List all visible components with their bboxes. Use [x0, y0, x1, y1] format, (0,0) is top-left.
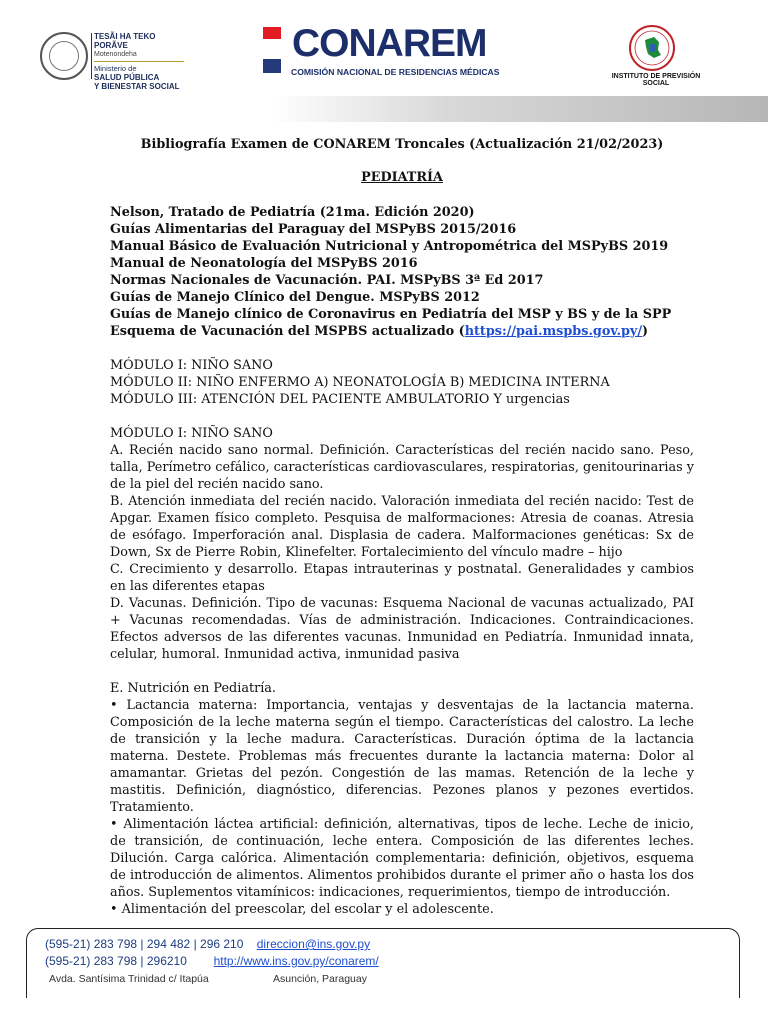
- section-e-item: • Alimentación del preescolar, del escolar y el adolescente.: [110, 902, 494, 917]
- bibliography-item-close: ): [642, 324, 649, 339]
- section-d: D. Vacunas. Definición. Tipo de vacunas: Esquema Nacional de vacunas actualizado, PAI + Vacunas recomendadas. Vías de administración. Indicaciones. Contraindicaciones. Efectos adversos de las diferentes vacunas. Inmunidad en Pediatría. Inmunidad innata, celular, humoral. Inmunidad activa, inmunidad pasiva: [110, 596, 694, 662]
- ministry-line-1: TESÃI HA TEKO: [94, 32, 156, 41]
- bibliography-item: Guías de Manejo clínico de Coronavirus en Pediatría del MSP y BS y de la SPP: [110, 307, 672, 322]
- footer-line-2: [45, 954, 379, 968]
- ministry-line-6: Y BIENESTAR SOCIAL: [94, 82, 180, 91]
- module-1-heading: MÓDULO I: NIÑO SANO: [110, 426, 273, 441]
- section-a: A. Recién nacido sano normal. Definición. Características del recién nacido sano. Peso, talla, Perímetro cefálico, características cardiovasculares, respiratorias, genitourinarias y de la piel del recién nacido sano.: [110, 443, 694, 492]
- module-list: [110, 357, 694, 408]
- bibliography-item: Manual Básico de Evaluación Nutricional y Antropométrica del MSPyBS 2019: [110, 239, 669, 254]
- ips-logo-icon: [628, 24, 676, 72]
- ministry-line-2: PORÃVE: [94, 41, 128, 50]
- bibliography-list: [110, 204, 694, 340]
- bibliography-item-vaccination: [110, 323, 694, 340]
- pai-link[interactable]: https://pai.mspbs.gov.py/: [464, 324, 643, 339]
- document-body: [110, 136, 694, 918]
- footer-address: Avda. Santísima Trinidad c/ Itapúa: [49, 973, 209, 985]
- bibliography-item: Nelson, Tratado de Pediatría (21ma. Edición 2020): [110, 205, 475, 220]
- module-item: MÓDULO III: ATENCIÓN DEL PACIENTE AMBULATORIO Y urgencias: [110, 392, 570, 407]
- section-e-item: • Lactancia materna: Importancia, ventajas y desventajas de la lactancia materna. Composición de la leche materna según el tiempo. Características del calostro. La leche de transición y la leche madura. Características. Duración óptima de la lactancia materna. Destete. Problemas más frecuentes durante la lactancia materna: Dolor al amamantar. Grietas del pezón. Congestión de las mamas. Retención de la leche y mastitis. Definición, diagnóstico, diferencias. Pezones planos y pezones evertidos. Tratamiento.: [110, 698, 694, 815]
- document-title: Bibliografía Examen de CONAREM Troncales (Actualización 21/02/2023): [140, 137, 664, 152]
- conarem-logo-mark-icon: [263, 27, 281, 75]
- bibliography-item: Manual de Neonatología del MSPyBS 2016: [110, 256, 418, 271]
- website-link[interactable]: http://www.ins.gov.py/conarem/: [213, 954, 379, 968]
- ministry-logo-text: [94, 32, 204, 91]
- national-seal-icon: [40, 32, 88, 80]
- bibliography-item: Normas Nacionales de Vacunación. PAI. MSPyBS 3ª Ed 2017: [110, 273, 544, 288]
- module-item: MÓDULO I: NIÑO SANO: [110, 358, 273, 373]
- footer-line-1: [45, 937, 370, 951]
- header-band: [270, 96, 768, 122]
- contact-footer: [26, 928, 740, 998]
- ministry-line-4: Ministerio de: [94, 64, 137, 73]
- email-link[interactable]: direccion@ins.gov.py: [256, 937, 371, 951]
- ips-caption: INSTITUTO DE PREVISIÓN SOCIAL: [611, 73, 701, 87]
- specialty-heading: PEDIATRÍA: [361, 170, 443, 185]
- section-c: C. Crecimiento y desarrollo. Etapas intrauterinas y postnatal. Generalidades y cambios en las diferentes etapas: [110, 562, 694, 594]
- footer-phones-1: (595-21) 283 798 | 294 482 | 296 210: [45, 937, 244, 951]
- bibliography-item: Guías Alimentarias del Paraguay del MSPyBS 2015/2016: [110, 222, 517, 237]
- bibliography-item: Guías de Manejo Clínico del Dengue. MSPyBS 2012: [110, 290, 480, 305]
- section-e-heading: E. Nutrición en Pediatría.: [110, 681, 276, 696]
- module-1-content: [110, 425, 694, 918]
- section-e-item: • Alimentación láctea artificial: definición, alternativas, tipos de leche. Leche de inicio, de transición, de continuación, leche entera. Composición de las diferentes leches. Dilución. Carga calórica. Alimentación complementaria: definición, objetivos, esquema de introducción de alimentos. Alimentos prohibidos durante el primer año o hasta los dos años. Suplementos vitamínicos: indicaciones, requerimientos, tiempo de introducción.: [110, 817, 694, 900]
- letterhead: [0, 0, 768, 100]
- footer-city: Asunción, Paraguay: [273, 973, 367, 985]
- ministry-line-3: Motenondeha: [94, 51, 137, 58]
- brand-subtitle: COMISIÓN NACIONAL DE RESIDENCIAS MÉDICAS: [291, 67, 500, 77]
- module-item: MÓDULO II: NIÑO ENFERMO A) NEONATOLOGÍA B) MEDICINA INTERNA: [110, 375, 610, 390]
- header-divider: [91, 33, 92, 79]
- brand-title: CONAREM: [292, 22, 487, 65]
- footer-phones-2: (595-21) 283 798 | 296210: [45, 954, 187, 968]
- ministry-line-5: SALUD PÚBLICA: [94, 73, 160, 82]
- section-b: B. Atención inmediata del recién nacido. Valoración inmediata del recién nacido: Test de Apgar. Examen físico completo. Pesquisa de malformaciones: Atresia de coanas. Atresia de esófago. Imperforación anal. Displasia de cadera. Malformaciones genéticas: Sx de Down, Sx de Pierre Robin, Klinefelter. Fortalecimiento del vínculo madre – hijo: [110, 494, 694, 560]
- bibliography-item-text: Esquema de Vacunación del MSPBS actualizado (: [110, 324, 465, 339]
